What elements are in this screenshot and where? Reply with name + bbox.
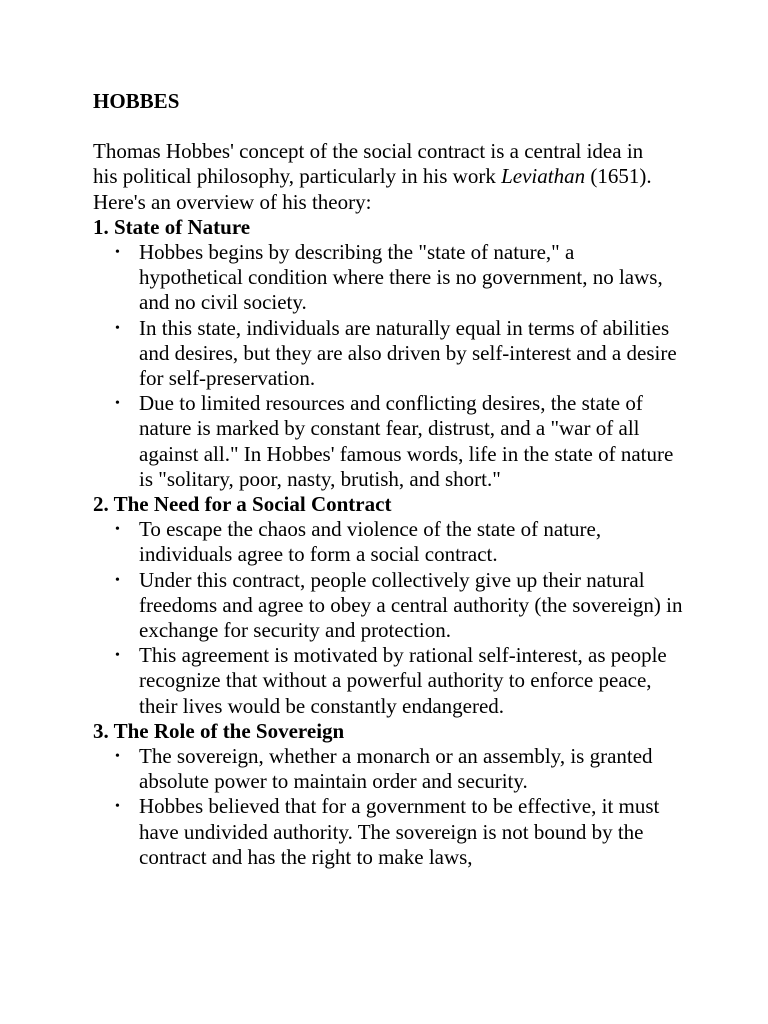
document-title: HOBBES	[93, 89, 180, 113]
bullet-icon: •	[115, 245, 120, 261]
list-item-text: Hobbes begins by describing the "state of nature," a hypothetical condition where there is no government, no laws, and no civil society.	[139, 240, 663, 315]
list-item-text: Under this contract, people collectively give up their natural freedoms and agree to obey a central authority (the sovereign) in exchange for security and protection.	[139, 567, 683, 643]
list-item	[93, 391, 683, 492]
bullet-icon: •	[115, 522, 120, 538]
list-item	[93, 794, 683, 870]
list-item-text: To escape the chaos and violence of the state of nature, individuals agree to form a social contract.	[139, 517, 602, 567]
bullet-icon: •	[115, 396, 120, 412]
list-item-text: In this state, individuals are naturally equal in terms of abilities and desires, but they are also driven by self-interest and a desire for self-preservation.	[139, 315, 677, 391]
bullet-list	[93, 240, 683, 492]
list-item	[93, 744, 683, 794]
section-heading: 2. The Need for a Social Contract	[93, 492, 392, 517]
intro-text-start: Thomas Hobbes' concept of the social contract is a central idea in his political philosophy, particularly in his work	[93, 139, 644, 189]
list-item-text: The sovereign, whether a monarch or an assembly, is granted absolute power to maintain order and security.	[139, 744, 653, 794]
bullet-icon: •	[115, 320, 120, 336]
section-role-of-sovereign	[93, 719, 683, 870]
bullet-icon: •	[115, 799, 120, 815]
bullet-icon: •	[115, 749, 120, 765]
section-need-for-social-contract	[93, 492, 683, 719]
work-title: Leviathan	[501, 164, 586, 189]
list-item	[93, 643, 683, 719]
section-heading: 3. The Role of the Sovereign	[93, 718, 345, 743]
intro-text-end: (1651). Here's an overview of his theory:	[93, 164, 652, 214]
intro-paragraph	[93, 139, 653, 215]
list-item-text: Due to limited resources and conflicting desires, the state of nature is marked by constant fear, distrust, and a "war of all against all." In Hobbes' famous words, life in the state of nature is "solitary, poor, nasty, brutish, and short."	[139, 391, 674, 491]
list-item-text: This agreement is motivated by rational self-interest, as people recognize that without a powerful authority to enforce peace, their lives would be constantly endangered.	[139, 643, 667, 718]
bullet-list	[93, 744, 683, 870]
list-item	[93, 568, 683, 644]
bullet-list	[93, 517, 683, 719]
bullet-icon: •	[115, 572, 120, 588]
list-item	[93, 316, 683, 392]
bullet-icon: •	[115, 648, 120, 664]
section-heading: 1. State of Nature	[93, 214, 251, 239]
list-item	[93, 517, 683, 567]
section-state-of-nature	[93, 215, 683, 492]
document-page	[93, 89, 683, 870]
list-item	[93, 240, 683, 316]
list-item-text: Hobbes believed that for a government to be effective, it must have undivided authority. The sovereign is not bound by the contract and has the right to make laws,	[139, 794, 660, 869]
